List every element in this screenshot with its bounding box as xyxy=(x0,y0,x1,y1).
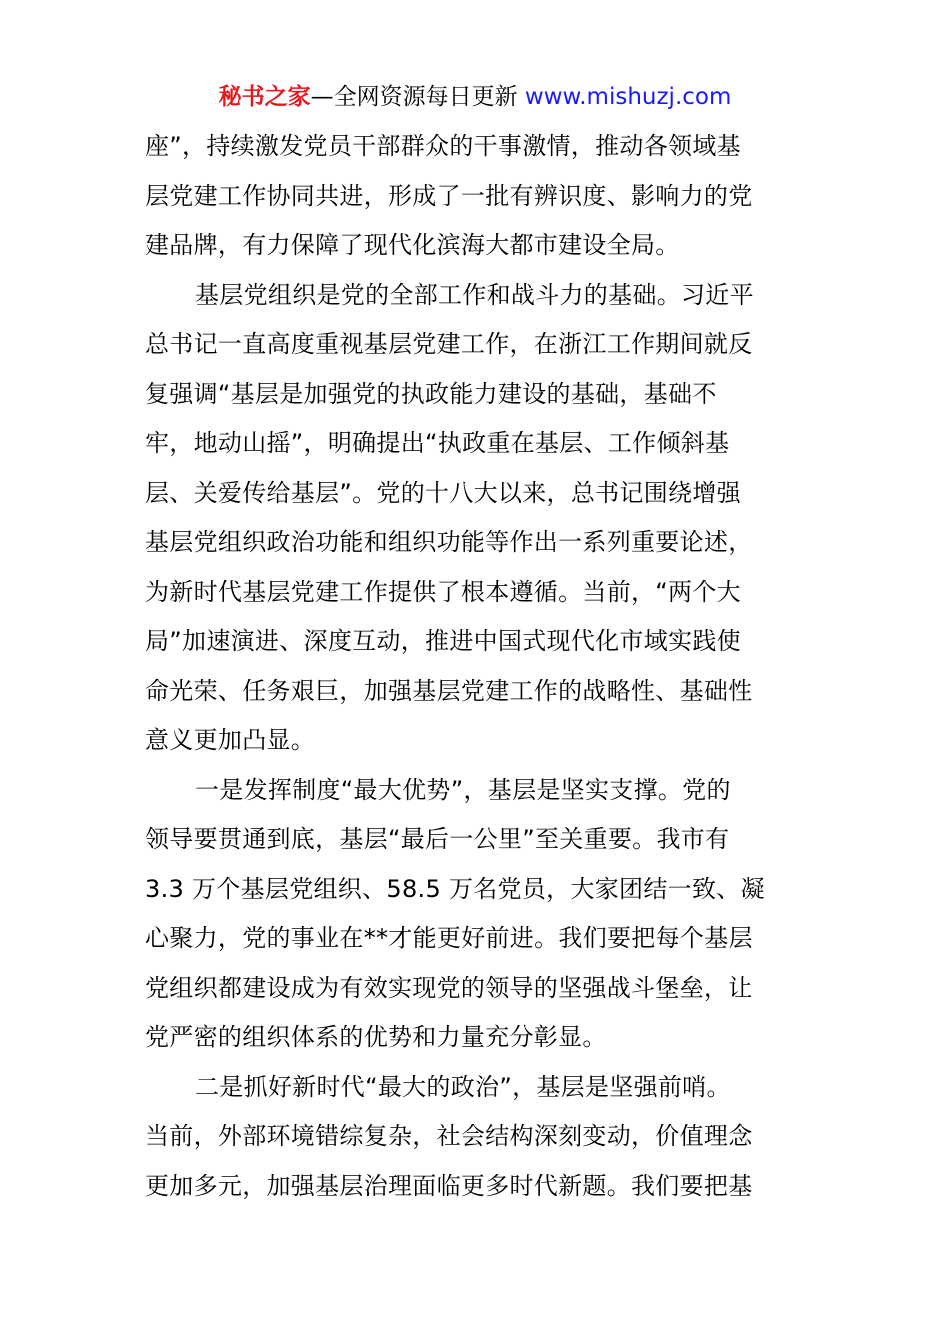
site-header xyxy=(0,80,950,114)
text-line: 二是抓好新时代“最大的政治”，基层是坚强前哨。 xyxy=(195,1072,731,1101)
text-line: 局”加速演进、深度互动，推进中国式现代化市域实践使 xyxy=(145,627,741,655)
text-line: 更加多元，加强基层治理面临更多时代新题。我们要把基 xyxy=(145,1171,753,1200)
paragraph xyxy=(145,766,813,1063)
text-line: 一是发挥制度“最大优势”，基层是坚实支撑。党的 xyxy=(195,775,731,804)
header-tagline: —全网资源每日更新 xyxy=(310,84,525,110)
paragraph xyxy=(145,122,813,271)
text-line: 党严密的组织体系的优势和力量充分彰显。 xyxy=(145,1023,607,1051)
text-line: 建品牌，有力保障了现代化滨海大都市建设全局。 xyxy=(145,231,680,259)
text-line: 基层党组织政治功能和组织功能等作出一系列重要论述， xyxy=(145,528,753,556)
text-line: 层、关爱传给基层”。党的十八大以来，总书记围绕增强 xyxy=(145,478,741,507)
paragraph xyxy=(145,1063,813,1212)
text-line: 意义更加凸显。 xyxy=(145,726,316,754)
text-line: 座”，持续激发党员干部群众的干事激情，推动各领域基 xyxy=(145,132,741,160)
text-line: 当前，外部环境错综复杂，社会结构深刻变动，价值理念 xyxy=(145,1122,753,1150)
text-line: 层党建工作协同共进，形成了一批有辨识度、影响力的党 xyxy=(145,181,753,210)
document-body xyxy=(145,122,813,1211)
text-line: 领导要贯通到底，基层“最后一公里”至关重要。我市有 xyxy=(145,825,730,853)
paragraph xyxy=(145,271,813,766)
text-line: 3.3 万个基层党组织、58.5 万名党员，大家团结一致、凝 xyxy=(145,874,765,903)
site-url-link[interactable]: www.mishuzj.com xyxy=(524,84,732,110)
text-line: 牢，地动山摇”，明确提出“执政重在基层、工作倾斜基 xyxy=(145,429,730,457)
text-line: 总书记一直高度重视基层党建工作，在浙江工作期间就反 xyxy=(145,330,753,358)
text-line: 复强调“基层是加强党的执政能力建设的基础，基础不 xyxy=(145,379,717,408)
text-line: 党组织都建设成为有效实现党的领导的坚强战斗堡垒，让 xyxy=(145,973,753,1002)
text-line: 基层党组织是党的全部工作和战斗力的基础。习近平 xyxy=(195,280,754,309)
text-line: 心聚力，党的事业在**才能更好前进。我们要把每个基层 xyxy=(145,924,753,952)
text-line: 为新时代基层党建工作提供了根本遵循。当前，“两个大 xyxy=(145,577,741,606)
text-line: 命光荣、任务艰巨，加强基层党建工作的战略性、基础性 xyxy=(145,676,753,705)
brand-name: 秘书之家 xyxy=(218,84,311,110)
